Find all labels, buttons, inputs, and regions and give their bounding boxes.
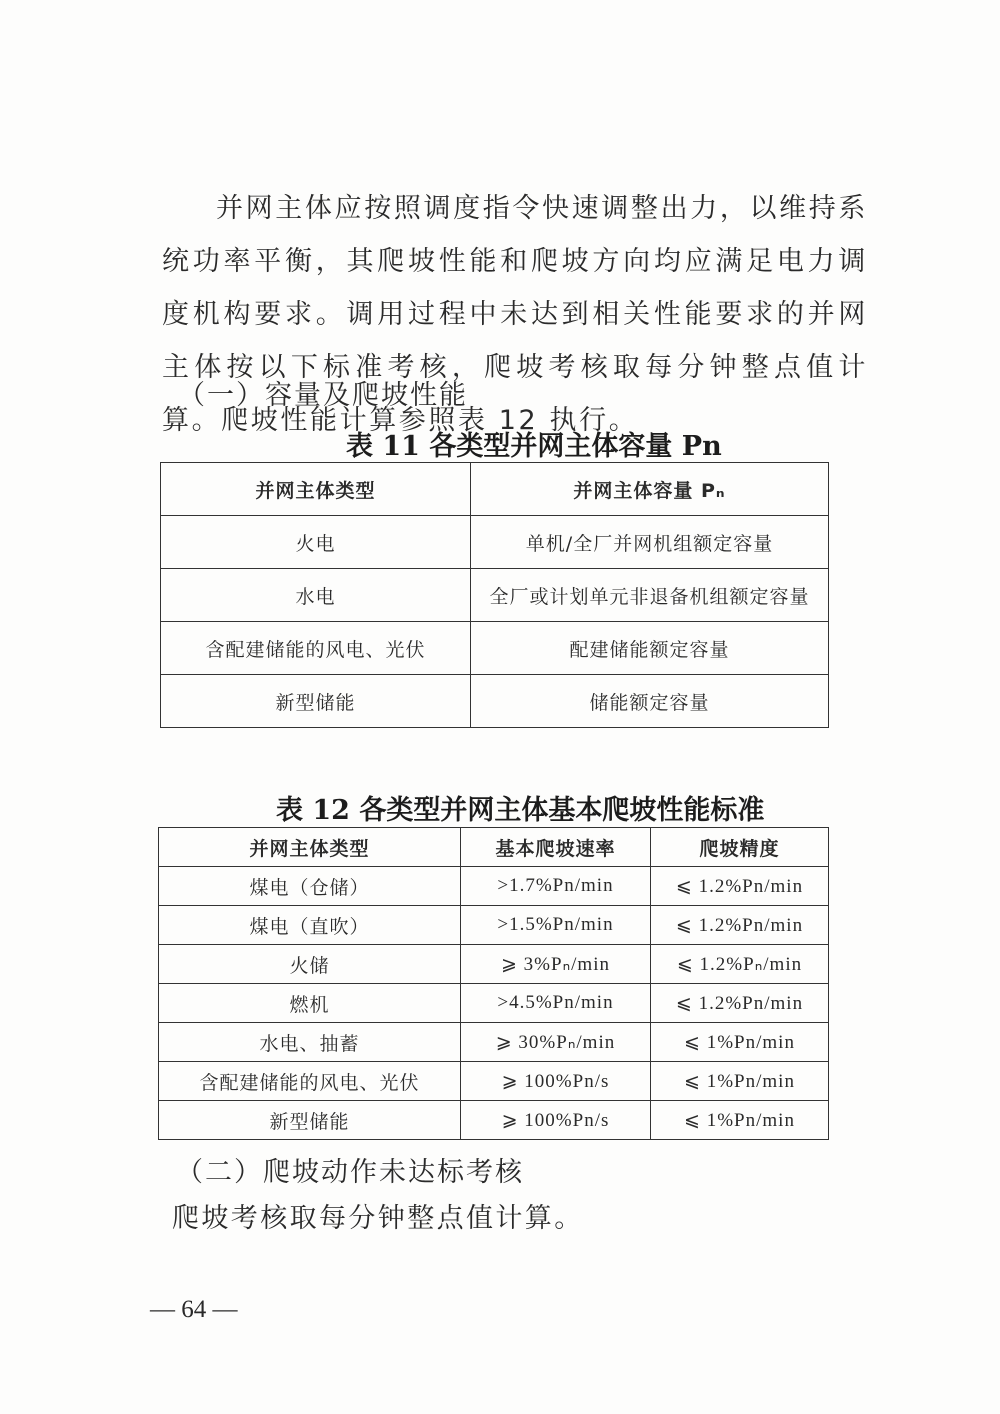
table12 [158,827,829,1140]
table-cell: ⩽ 1%Pn/min [651,1023,829,1062]
table11-header-row [161,463,829,516]
page-number: — 64 — [150,1296,238,1323]
table-cell: ⩽ 1.2%Pn/min [651,867,829,906]
table-cell: 水电 [161,569,471,622]
table-cell: 燃机 [159,984,461,1023]
table-row [161,569,829,622]
table-cell: ⩾ 100%Pn/s [461,1101,651,1140]
table-cell: 新型储能 [161,675,471,728]
table11-header-cell: 并网主体类型 [161,463,471,516]
table12-title: 表 12 各类型并网主体基本爬坡性能标准 [276,795,765,826]
table-row [161,622,829,675]
table-cell: 全厂或计划单元非退备机组额定容量 [471,569,829,622]
table12-header-cell: 基本爬坡速率 [461,828,651,867]
table-cell: 水电、抽蓄 [159,1023,461,1062]
table-row [159,1023,829,1062]
table11 [160,462,829,728]
table-cell: 储能额定容量 [471,675,829,728]
table11-header-cell: 并网主体容量 Pₙ [471,463,829,516]
table-row [159,867,829,906]
table-row [159,984,829,1023]
table-cell: ⩾ 3%Pₙ/min [461,945,651,984]
table-cell: ⩽ 1%Pn/min [651,1101,829,1140]
table-row [159,906,829,945]
table-cell: 含配建储能的风电、光伏 [161,622,471,675]
table-cell: ⩾ 30%Pₙ/min [461,1023,651,1062]
table-cell: 煤电（仓储） [159,867,461,906]
table-cell: 单机/全厂并网机组额定容量 [471,516,829,569]
table-row [161,516,829,569]
table-row [159,1101,829,1140]
table-cell: ⩽ 1.2%Pₙ/min [651,945,829,984]
section-capacity-heading: （一）容量及爬坡性能 [178,380,468,411]
table-cell: ⩽ 1%Pn/min [651,1062,829,1101]
table-cell: >4.5%Pn/min [461,984,651,1023]
table-cell: 煤电（直吹） [159,906,461,945]
table-cell: >1.5%Pn/min [461,906,651,945]
table-row [159,1062,829,1101]
table-cell: 配建储能额定容量 [471,622,829,675]
section-ramp-heading: （二）爬坡动作未达标考核 [176,1157,524,1188]
table12-header-cell: 并网主体类型 [159,828,461,867]
table-cell: ⩾ 100%Pn/s [461,1062,651,1101]
table12-header-row [159,828,829,867]
table11-title: 表 11 各类型并网主体容量 Pn [346,431,722,462]
table-row [159,945,829,984]
table-cell: 火储 [159,945,461,984]
table-cell: 含配建储能的风电、光伏 [159,1062,461,1101]
table-cell: >1.7%Pn/min [461,867,651,906]
table-cell: 新型储能 [159,1101,461,1140]
intro-paragraph: 并网主体应按照调度指令快速调整出力，以维持系统功率平衡，其爬坡性能和爬坡方向均应满足电力调度机构要求。调用过程中未达到相关性能要求的并网主体按以下标准考核，爬坡考核取每分钟整点值计算。爬坡性能计算参照表 12 执行。 [162,193,868,436]
table-cell: ⩽ 1.2%Pn/min [651,984,829,1023]
table-cell: ⩽ 1.2%Pn/min [651,906,829,945]
table12-header-cell: 爬坡精度 [651,828,829,867]
ramp-assessment-text: 爬坡考核取每分钟整点值计算。 [172,1203,584,1234]
table-cell: 火电 [161,516,471,569]
table-row [161,675,829,728]
